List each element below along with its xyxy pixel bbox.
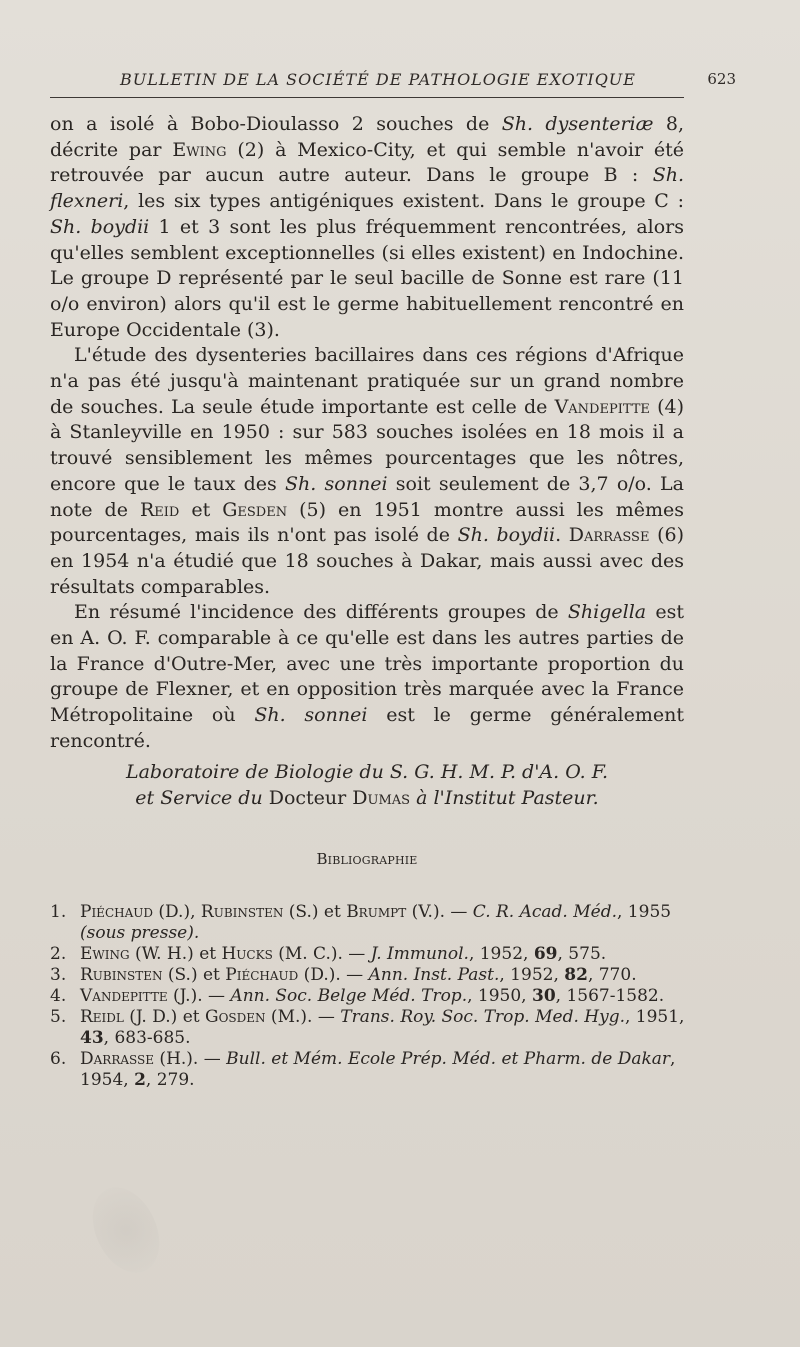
bibliography-heading	[50, 850, 684, 868]
p2-text-h: Gesden	[222, 498, 288, 521]
p2-text-l: Darrasse	[568, 524, 650, 547]
bib-text: (S.) et	[162, 965, 226, 985]
bib-journal: Bull. et Mém. Ecole Prép. Méd. et Pharm. de Dakar	[226, 1049, 671, 1069]
p2-text-m: (6) en 1954 n'a étudié que 18 souches à Dakar, mais aussi avec des résultats comparables.	[50, 524, 684, 598]
p2-text-j: Sh. boydii	[457, 524, 556, 547]
running-title: BULLETIN DE LA SOCIÉTÉ DE PATHOLOGIE EXOTIQUE	[120, 70, 636, 89]
bib-entry-4	[50, 986, 700, 1007]
paragraph-2	[50, 343, 684, 600]
bib-entry-number: 1.	[50, 902, 67, 922]
p1-text-f: Sh. flexneri	[50, 164, 684, 213]
bib-text: (M.). —	[265, 1007, 341, 1027]
bib-author: Brumpt	[346, 902, 407, 922]
paragraph-3	[50, 600, 684, 754]
signature-line-2-a: et Service du	[135, 786, 263, 809]
bib-text: , 279.	[145, 1070, 195, 1090]
p1-text-a: on a isolé à Bobo-Dioulasso 2 souches de	[50, 113, 502, 135]
p1-text-i: 1 et 3 sont les plus fréquemment rencontrées, alors qu'elles semblent exceptionnelles (si elles existent) en Indochine. Le groupe D représenté par le seul bacille de Sonne est rare (11 o/o environ) alors qu'il est le germe habituellement rencontré en Europe Occidentale (3).	[50, 215, 685, 341]
bib-text: (J.). —	[167, 986, 231, 1006]
bib-entry-text	[80, 986, 700, 1007]
bib-text: , 1952,	[499, 965, 565, 985]
bib-entry-1	[50, 902, 700, 944]
p2-text-f: Reid	[139, 498, 180, 521]
bib-entry-number: 6.	[50, 1049, 67, 1069]
bib-entry-5	[50, 1007, 700, 1049]
bib-entry-text	[80, 1049, 700, 1091]
p2-text-g: et	[179, 498, 223, 521]
bib-journal: Trans. Roy. Soc. Trop. Med. Hyg.	[340, 1007, 625, 1027]
bib-entry-text	[80, 1007, 700, 1049]
p2-text-k: .	[555, 524, 569, 547]
p2-text-i: (5) en 1951 montre aussi les mêmes pourcentages, mais ils n'ont pas isolé de	[50, 498, 684, 547]
bib-entry-text	[80, 965, 700, 986]
bib-volume: 82	[564, 965, 588, 985]
signature-line-2-c: Dumas	[352, 786, 411, 809]
bib-author: Hucks	[221, 944, 273, 964]
p2-text-c: (4) à Stanleyville en 1950 : sur 583 souches isolées en 18 mois il a trouvé sensiblement les mêmes pourcentages que les nôtres, encore que le taux des	[50, 395, 685, 495]
bib-note: (sous presse).	[80, 923, 200, 943]
bib-text: , 575.	[557, 944, 607, 964]
bib-text: , 1950,	[467, 986, 532, 1006]
bib-volume: 2	[134, 1070, 146, 1090]
bib-entry-number: 3.	[50, 965, 67, 985]
p3-text-d: Sh. sonnei	[254, 704, 368, 727]
bib-entry-number: 4.	[50, 986, 67, 1006]
bib-author: Rubinsten	[80, 965, 163, 985]
bib-volume: 69	[533, 944, 558, 964]
bib-text: , 770.	[587, 965, 637, 985]
bibliography-list	[50, 902, 700, 1091]
bib-author: Gosden	[205, 1007, 266, 1027]
p3-text-a: En résumé l'incidence des différents groupes de	[74, 601, 568, 624]
bib-author: Ewing	[80, 944, 130, 964]
bib-text: (V.). —	[406, 902, 473, 922]
bib-text: , 1567-1582.	[555, 986, 665, 1006]
p2-text-e: soit seulement de 3,7 o/o. La note de	[50, 472, 684, 521]
bib-text: (D.). —	[298, 965, 369, 985]
bib-author: Piéchaud	[225, 965, 299, 985]
bib-entry-3	[50, 965, 700, 986]
bib-journal: J. Immunol.	[370, 944, 469, 964]
header-rule	[50, 97, 684, 98]
bib-entry-2	[50, 944, 700, 965]
bib-volume: 43	[80, 1028, 104, 1048]
bib-entry-6	[50, 1049, 700, 1091]
bib-text: , 1955	[617, 902, 672, 922]
bib-author: Reidl	[80, 1007, 124, 1027]
bib-journal: Ann. Inst. Past.	[368, 965, 500, 985]
bib-text: , 1954,	[80, 1049, 676, 1090]
bib-text: (M. C.). —	[272, 944, 371, 964]
p1-text-c: 8, décrite par	[50, 113, 685, 161]
bib-text: , 1951,	[624, 1007, 685, 1027]
bib-entry-number: 5.	[50, 1007, 67, 1027]
p1-text-e: (2) à Mexico-City, et qui semble n'avoir été retrouvée par aucun autre auteur. Dans le groupe B :	[50, 138, 684, 187]
p1-text-h: Sh. boydii	[50, 215, 150, 238]
signature-line-2-b: Docteur	[262, 786, 353, 809]
page-header	[50, 62, 750, 92]
p3-text-e: est le germe généralement rencontré.	[50, 704, 684, 752]
bib-author: Darrasse	[80, 1049, 155, 1069]
bib-entry-text	[80, 902, 700, 944]
bib-text: (H.). —	[154, 1049, 227, 1069]
bib-author: Vandepitte	[80, 986, 168, 1006]
bib-author: Rubinsten	[200, 902, 284, 922]
bib-entry-number: 2.	[50, 944, 67, 964]
p1-text-g: , les six types antigéniques existent. Dans le groupe C :	[123, 190, 684, 213]
article-body	[50, 112, 684, 755]
paragraph-1	[50, 112, 684, 343]
paper-smudge	[80, 1177, 172, 1284]
p2-text-d: Sh. sonnei	[285, 472, 388, 495]
signature-line-2	[50, 786, 684, 812]
p3-text-b: Shigella	[567, 601, 647, 624]
bib-entry-text	[80, 944, 700, 965]
bib-author: Piéchaud	[80, 902, 153, 922]
bib-text: , 683-685.	[103, 1028, 191, 1048]
p1-text-b: Sh. dysenteriæ	[501, 113, 654, 135]
p1-text-d: Ewing	[172, 138, 227, 161]
bib-text: (J. D.) et	[123, 1007, 205, 1027]
bib-text: (W. H.) et	[129, 944, 222, 964]
bib-journal: C. R. Acad. Méd.	[472, 902, 617, 922]
bib-journal: Ann. Soc. Belge Méd. Trop.	[230, 986, 468, 1006]
bibliography-heading-text: Bibliographie	[316, 850, 418, 868]
signature-line-2-d: à l'Institut Pasteur.	[410, 786, 599, 809]
page-number: 623	[707, 70, 736, 88]
signature-line-1: Laboratoire de Biologie du S. G. H. M. P. d'A. O. F.	[125, 761, 609, 783]
p2-text-b: Vandepitte	[554, 395, 650, 418]
bib-text: (S.) et	[283, 902, 347, 922]
bib-text: , 1952,	[468, 944, 534, 964]
laboratory-signature	[50, 760, 684, 811]
bib-text: (D.),	[153, 902, 201, 922]
p3-text-c: est en A. O. F. comparable à ce qu'elle est dans les autres parties de la France d'Outre-Mer, avec une très importante proportion du groupe de Flexner, et en opposition très marquée avec la France Métropolitaine où	[50, 601, 684, 727]
bib-volume: 30	[531, 986, 556, 1006]
p2-text-a: L'étude des dysenteries bacillaires dans ces régions d'Afrique n'a pas été jusqu'à maintenant pratiquée sur un grand nombre de souches. La seule étude importante est celle de	[50, 344, 684, 418]
